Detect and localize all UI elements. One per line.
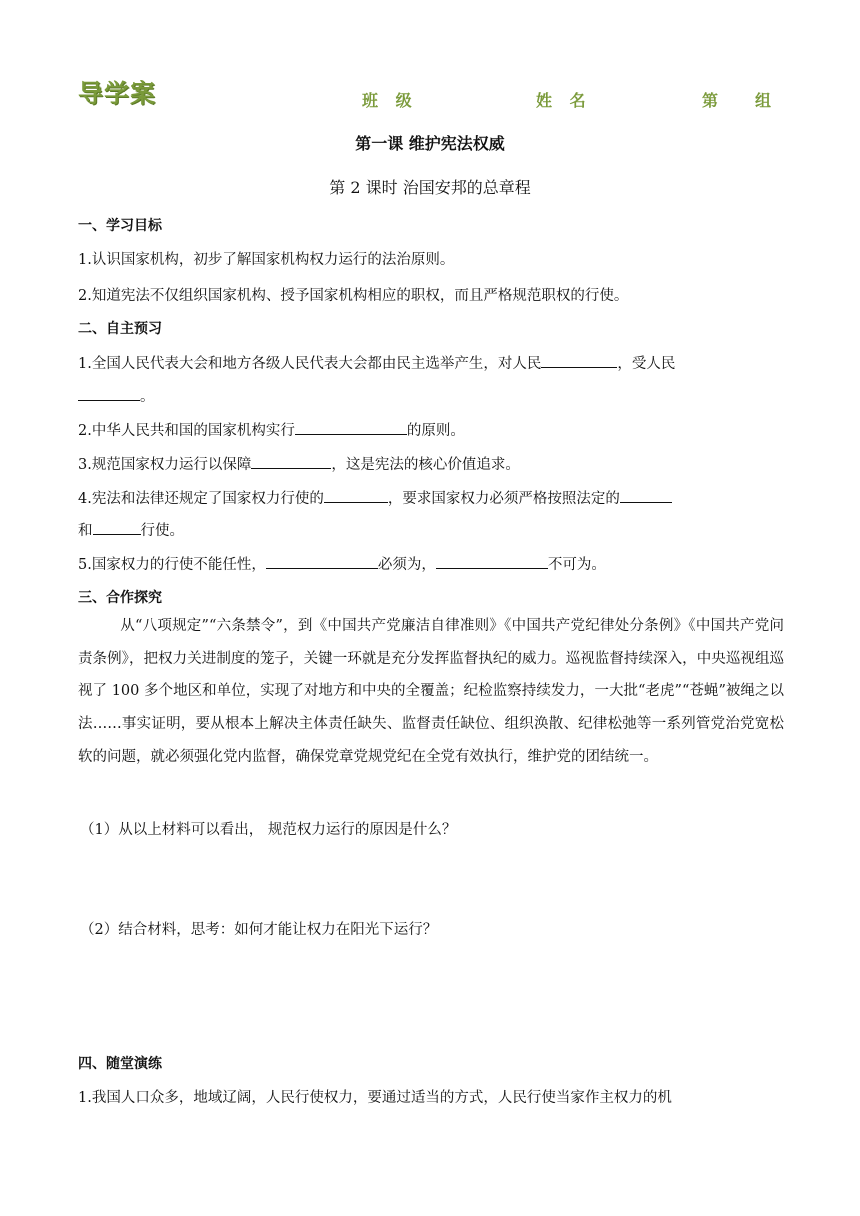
preview-question-5 (78, 553, 606, 574)
answer-blank[interactable] (295, 420, 407, 435)
question-text: 的原则。 (406, 423, 465, 439)
question-text: 行使。 (140, 523, 184, 539)
answer-blank[interactable] (78, 386, 140, 401)
preview-question-1 (78, 352, 675, 373)
question-text: 必须为， (377, 557, 436, 573)
answer-blank[interactable] (620, 488, 672, 503)
question-text: 5.国家权力的行使不能任性， (78, 557, 266, 573)
explore-question-1: （1）从以上材料可以看出， 规范权力运行的原因是什么？ (80, 822, 457, 838)
question-text: ，这是宪法的核心价值追求。 (331, 457, 520, 473)
material-text: 从“八项规定”“六条禁令”，到《中国共产党廉洁自律准则》《中国共产党纪律处分条例》《中国共产党问责条例》，把权力关进制度的笼子，关键一环就是充分发挥监督执纪的威力。巡视监督持续深入，中央巡视组巡视了 100 多个地区和单位，实现了对地方和中央的全覆盖；纪检监察持续发力，一大批“老虎”“苍蝇”被绳之以法……事实证明，要从根本上解决主体责任缺失、监督责任缺位、组织涣散、纪律松弛等一系列管党治党宽松软的问题，就必须强化党内监督，确保党章党规党纪在全党有效执行，维护党的团结统一。 (78, 618, 784, 765)
section-heading-preview: 二、自主预习 (78, 321, 162, 337)
preview-question-1-cont (78, 385, 155, 406)
period-title: 第 2 课时 治国安邦的总章程 (329, 178, 531, 197)
practice-question-1: 1.我国人口众多，地域辽阔，人民行使权力，要通过适当的方式，人民行使当家作主权力的机 (78, 1090, 672, 1106)
answer-blank[interactable] (93, 520, 141, 535)
goal-item: 2.知道宪法不仅组织国家机构、授予国家机构相应的职权，而且严格规范职权的行使。 (78, 288, 629, 304)
explore-question-2: （2）结合材料，思考：如何才能让权力在阳光下运行？ (80, 922, 438, 938)
group-label-prefix: 第 (702, 91, 725, 110)
section-heading-explore: 三、合作探究 (78, 590, 162, 606)
question-text: 4.宪法和法律还规定了国家权力行使的 (78, 491, 324, 507)
class-label: 班 级 (362, 91, 418, 110)
preview-question-4 (78, 487, 672, 508)
group-label-suffix: 组 (755, 91, 778, 110)
question-text: 。 (140, 389, 155, 405)
logo: 导学案 (78, 79, 157, 108)
question-text: 和 (78, 523, 93, 539)
preview-question-2 (78, 419, 465, 440)
lesson-title: 第一课 维护宪法权威 (355, 134, 505, 153)
question-text: 不可为。 (547, 557, 606, 573)
answer-blank[interactable] (324, 488, 388, 503)
goal-item: 1.认识国家机构，初步了解国家机构权力运行的法治原则。 (78, 252, 455, 268)
answer-blank[interactable] (436, 554, 548, 569)
question-text: ，要求国家权力必须严格按照法定的 (387, 491, 620, 507)
section-heading-goals: 一、学习目标 (78, 218, 162, 234)
question-text: 3.规范国家权力运行以保障 (78, 457, 252, 473)
name-label: 姓 名 (536, 91, 592, 110)
question-text: 2.中华人民共和国的国家机构实行 (78, 423, 295, 439)
material-paragraph (78, 610, 784, 774)
question-text: ，受人民 (617, 356, 676, 372)
answer-blank[interactable] (541, 353, 617, 368)
preview-question-3 (78, 453, 520, 474)
question-text: 1.全国人民代表大会和地方各级人民代表大会都由民主选举产生，对人民 (78, 356, 542, 372)
answer-blank[interactable] (251, 454, 331, 469)
section-heading-practice: 四、随堂演练 (78, 1056, 162, 1072)
answer-blank[interactable] (266, 554, 378, 569)
preview-question-4-cont (78, 519, 184, 540)
